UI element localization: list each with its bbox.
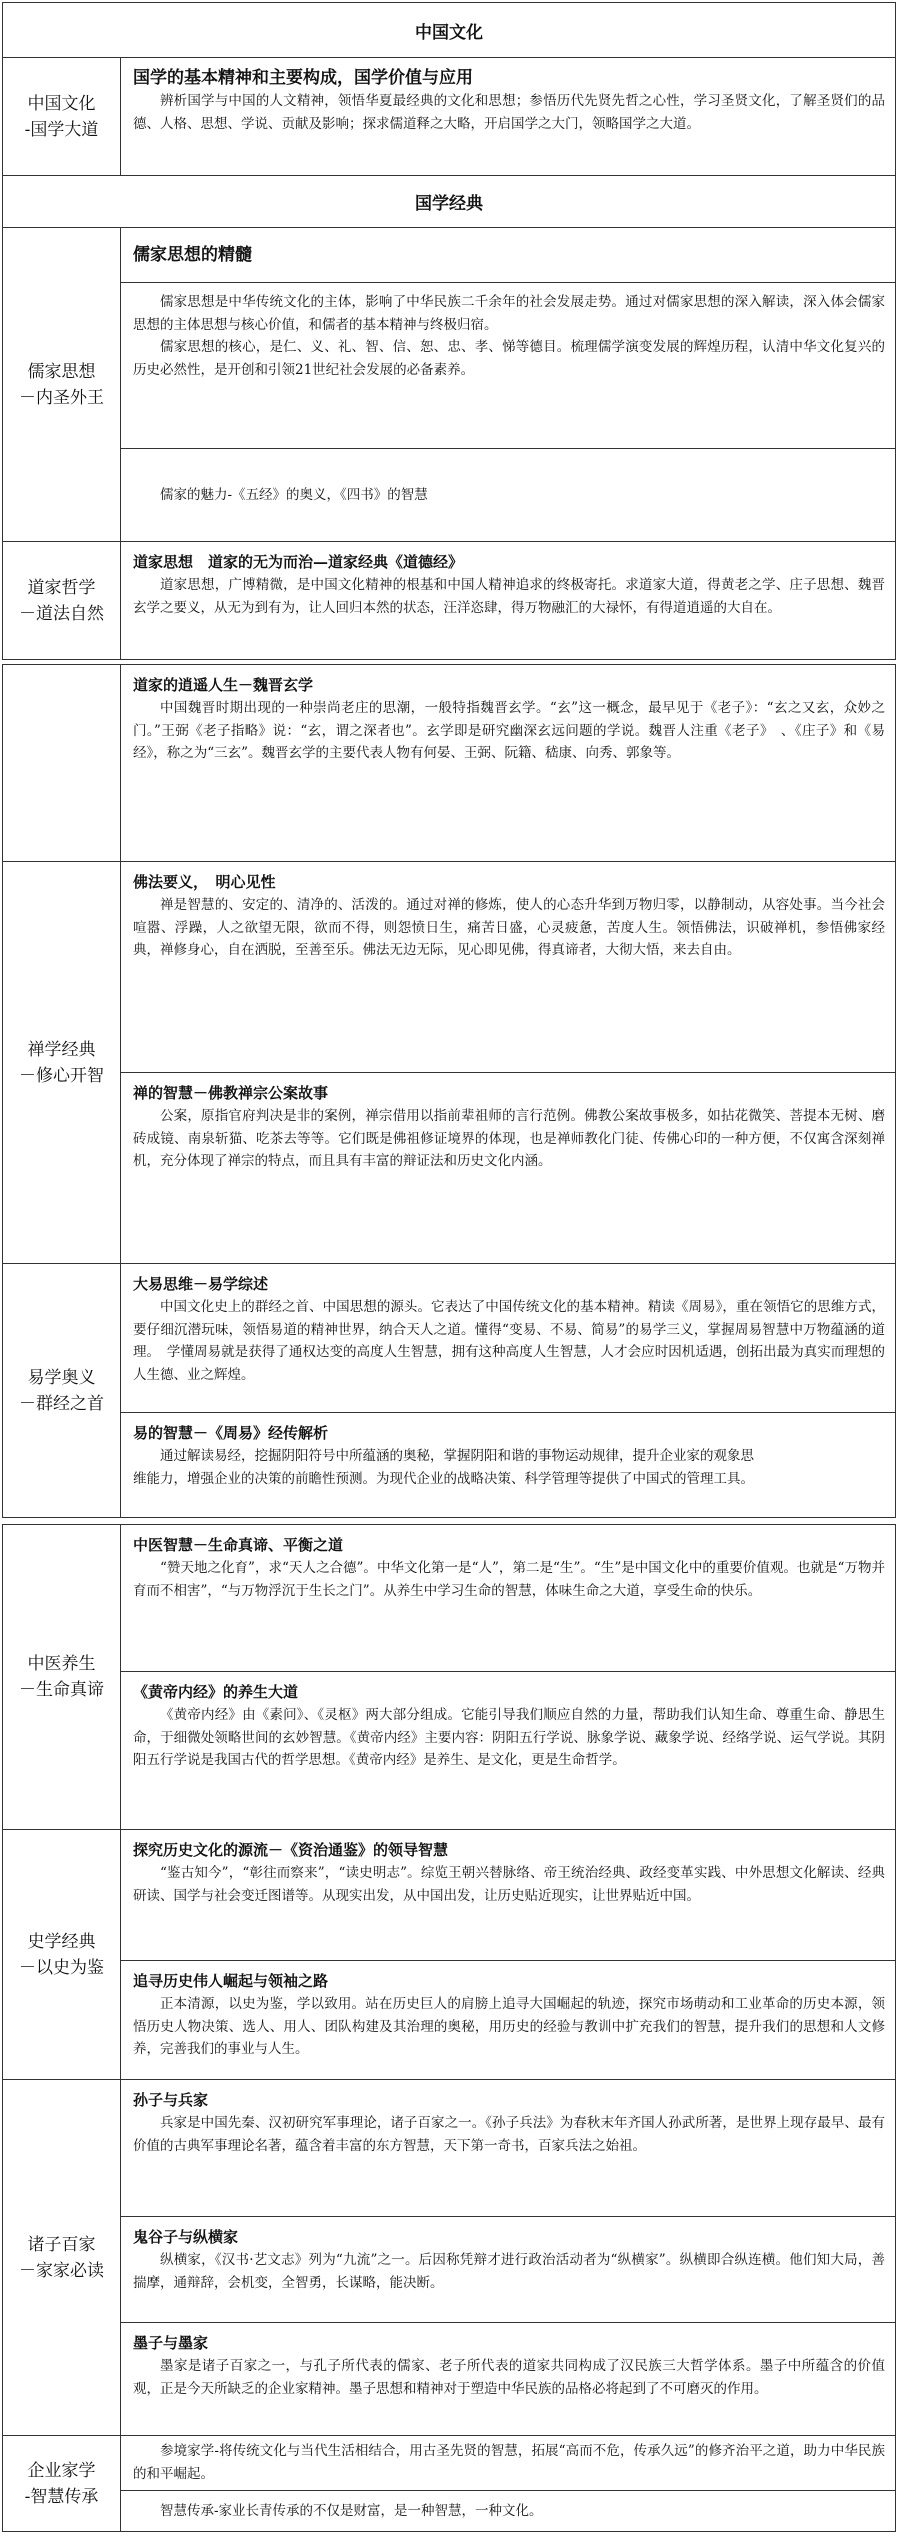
block-title: 国学的基本精神和主要构成，国学价值与应用 — [133, 68, 473, 88]
block-text: 道家思想，广博精微，是中国文化精神的根基和中国人精神追求的终极寄托。求道家大道，得黄老之学、庄子思想、魏晋玄学之要义，从无为到有为，让人回归本然的状态，汪洋恣肆，得万物融汇的大禄怀，有得道逍遥的大自在。 — [133, 577, 885, 616]
block-title: 道家的逍遥人生－魏晋玄学 — [133, 676, 314, 694]
content-block — [121, 228, 895, 282]
block-text: “鉴古知今”，“彰往而察来”，“读史明志”。综览王朝兴替脉络、帝王统治经典、政经变革实践、中外思想文化解读、经典研读、国学与社会变迁图谱等。从现实出发，从中国出发，让历史贴近现实，让世界贴近中国。 — [133, 1865, 885, 1904]
content-block — [121, 665, 895, 773]
content-xuanxue — [121, 665, 895, 861]
block-text: 公案，原指官府判决是非的案例，禅宗借用以指前辈祖师的言行范例。佛教公案故事极多，如拈花微笑、菩提本无树、磨砖成镜、南泉斩猫、吃茶去等等。它们既是佛祖修证境界的体现，也是禅师教化门徒、传佛心印的一种方便，不仅寓含深刻禅机，充分体现了禅宗的特点，而且具有丰富的辩证法和历史文化内涵。 — [133, 1108, 885, 1169]
content-block — [121, 1412, 895, 1517]
table-part-3 — [2, 1524, 896, 2532]
category-qiyejia: 企业家学 -智慧传承 — [3, 2436, 121, 2531]
row-shixue — [3, 1829, 895, 2079]
block-text: 智慧传承-家业长青传承的不仅是财富，是一种智慧，一种文化。 — [160, 2502, 543, 2519]
content-block — [121, 1072, 895, 1263]
block-text: 禅是智慧的、安定的、清净的、活泼的。通过对禅的修炼，使人的心态升华到万物归零，以静制动，从容处事。当今社会喧嚣、浮躁，人之欲望无限，欲而不得，则怨愤日生，痛苦日盛，心灵疲惫，苦度人生。领悟佛法，识破禅机，参悟佛家经典，禅修身心，自在洒脱，至善至乐。佛法无边无际，见心即见佛，得真谛者，大彻大悟，来去自由。 — [133, 897, 885, 958]
category-zhuzi: 诸子百家 －家家必读 — [3, 2080, 121, 2435]
section-header-text: 中国文化 — [415, 22, 483, 43]
table-part-1 — [2, 2, 896, 660]
content-block — [121, 2322, 895, 2435]
content-shixue — [121, 1830, 895, 2079]
row-daojia — [3, 541, 895, 659]
block-title: 中医智慧－生命真谛、平衡之道 — [133, 1536, 344, 1554]
table-part-2 — [2, 664, 896, 1518]
content-block — [121, 1830, 895, 1960]
category-rujia: 儒家思想 －内圣外王 — [3, 228, 121, 541]
block-title: 大易思维－易学综述 — [133, 1275, 269, 1293]
block-title: 追寻历史伟人崛起与领袖之路 — [133, 1972, 329, 1990]
block-text: 辨析国学与中国的人文精神，领悟华夏最经典的文化和思想；参悟历代先贤先哲之心性，学习圣贤文化，了解圣贤们的品德、人格、思想、学说、贡献及影响；探求儒道释之大略，开启国学之大门，领略国学之大道。 — [133, 93, 885, 132]
section-header-text: 国学经典 — [415, 194, 483, 214]
block-text: 兵家是中国先秦、汉初研究军事理论，诸子百家之一。《孙子兵法》为春秋末年齐国人孙武所著，是世界上现存最早、最有价值的古典军事理论名著，蕴含着丰富的东方智慧，天下第一奇书，百家兵法之始祖。 — [133, 2115, 885, 2154]
content-daojia — [121, 542, 895, 659]
content-block — [121, 282, 895, 448]
category-shixue: 史学经典 －以史为鉴 — [3, 1830, 121, 2079]
content-block — [121, 58, 895, 143]
block-title: 佛法要义， 明心见性 — [133, 873, 276, 891]
content-chanxue — [121, 862, 895, 1263]
content-zhongyi — [121, 1525, 895, 1829]
row-rujia — [3, 227, 895, 541]
content-yixue — [121, 1264, 895, 1517]
category-guoxue-dadao: 中国文化 -国学大道 — [3, 58, 121, 175]
section-header-guoxue-jingdian — [3, 175, 895, 227]
block-title: 儒家思想的精髓 — [133, 245, 252, 265]
content-block — [121, 1264, 895, 1412]
content-zhuzi — [121, 2080, 895, 2435]
block-title: 禅的智慧－佛教禅宗公案故事 — [133, 1084, 329, 1102]
content-block — [121, 1671, 895, 1829]
category-daojia: 道家哲学 －道法自然 — [3, 542, 121, 659]
content-block — [121, 542, 895, 627]
category-empty — [3, 665, 121, 861]
block-text: 纵横家，《汉书·艺文志》列为“九流”之一。后因称凭辩才进行政治活动者为“纵横家”。纵横即合纵连横。他们知大局，善揣摩，通辩辞，会机变，全智勇，长谋略，能决断。 — [133, 2252, 885, 2291]
block-text: 《黄帝内经》由《素问》、《灵枢》两大部分组成。它能引导我们顺应自然的力量，帮助我们认知生命、尊重生命、静思生命，于细微处领略世间的玄妙智慧。《黄帝内经》主要内容：阴阳五行学说、脉象学说、藏象学说、经络学说、运气学说。其阴阳五行学说是我国古代的哲学思想。《黄帝内经》是养生、是文化，更是生命哲学。 — [133, 1707, 885, 1768]
block-text: 参境家学-将传统文化与当代生活相结合，用古圣先贤的智慧，拓展“高而不危，传承久远”的修齐治平之道，助力中华民族的和平崛起。 — [133, 2443, 885, 2482]
row-guoxue-dadao — [3, 57, 895, 175]
content-block — [121, 2490, 895, 2531]
block-text: 儒家思想的核心，是仁、义、礼、智、信、恕、忠、孝、悌等德目。梳理儒学演变发展的辉煌历程，认清中华文化复兴的历史必然性，是开创和引领21世纪社会发展的必备素养。 — [133, 339, 885, 378]
content-rujia — [121, 228, 895, 541]
section-header-chinese-culture — [3, 3, 895, 57]
content-guoxue-dadao — [121, 58, 895, 175]
block-title: 鬼谷子与纵横家 — [133, 2228, 239, 2246]
block-text: 墨家是诸子百家之一，与孔子所代表的儒家、老子所代表的道家共同构成了汉民族三大哲学体系。墨子中所蕴含的价值观，正是今天所缺乏的企业家精神。墨子思想和精神对于塑造中华民族的品格必将起到了不可磨灭的作用。 — [133, 2358, 885, 2397]
row-chanxue — [3, 861, 895, 1263]
content-block — [121, 2436, 895, 2490]
block-text: 正本清源，以史为鉴，学以致用。站在历史巨人的肩膀上追寻大国崛起的轨迹，探究市场萌动和工业革命的历史本源，领悟历史人物决策、选人、用人、团队构建及其治理的奥秘，用历史的经验与教训中扩充我们的智慧，提升我们的思想和人文修养，完善我们的事业与人生。 — [133, 1996, 885, 2057]
row-yixue — [3, 1263, 895, 1517]
row-qiyejia — [3, 2435, 895, 2531]
row-zhuzi — [3, 2079, 895, 2435]
row-zhongyi — [3, 1525, 895, 1829]
row-xuanxue — [3, 665, 895, 861]
category-yixue: 易学奥义 －群经之首 — [3, 1264, 121, 1517]
block-text: 维能力，增强企业的决策的前瞻性预测。为现代企业的战略决策、科学管理等提供了中国式的管理工具。 — [133, 1470, 754, 1487]
block-title: 《黄帝内经》的养生大道 — [133, 1683, 299, 1701]
content-qiyejia — [121, 2436, 895, 2531]
block-title: 墨子与墨家 — [133, 2334, 209, 2352]
content-block — [121, 2216, 895, 2322]
content-block — [121, 862, 895, 1072]
block-text: 儒家思想是中华传统文化的主体，影响了中华民族二千余年的社会发展走势。通过对儒家思想的深入解读，深入体会儒家思想的主体思想与核心价值，和儒者的基本精神与终极归宿。 — [133, 294, 885, 333]
block-title: 孙子与兵家 — [133, 2091, 209, 2109]
block-text: 中国文化史上的群经之首、中国思想的源头。它表达了中国传统文化的基本精神。精读《周易》，重在领悟它的思维方式，要仔细沉潜玩味，领悟易道的精神世界，纳合天人之道。懂得“变易、不易、简易”的易学三义，掌握周易智慧中万物蕴涵的道理。 学懂周易就是获得了通权达变的高度人生智慧，拥有这种高度人生智慧，人才会应时因机适遇，创拓出最为真实而理想的人生德、业之辉煌。 — [133, 1299, 885, 1383]
block-text: “赞天地之化育”，求“天人之合德”。中华文化第一是“人”，第二是“生”。“生”是中国文化中的重要价值观。也就是“万物并育而不相害”，“与万物浮沉于生长之门”。从养生中学习生命的智慧，体味生命之大道，享受生命的快乐。 — [133, 1560, 885, 1599]
block-text: 通过解读易经，挖掘阴阳符号中所蕴涵的奥秘，掌握阴阳和谐的事物运动规律，提升企业家的观象思 — [160, 1448, 754, 1464]
category-zhongyi: 中医养生 －生命真谛 — [3, 1525, 121, 1829]
block-title: 探究历史文化的源流－《资治通鉴》的领导智慧 — [133, 1841, 449, 1859]
block-title: 道家思想 道家的无为而治—道家经典《道德经》 — [133, 553, 464, 571]
content-block — [121, 1960, 895, 2079]
block-text: 儒家的魅力-《五经》的奥义，《四书》的智慧 — [160, 486, 428, 503]
content-block — [121, 448, 895, 541]
category-chanxue: 禅学经典 －修心开智 — [3, 862, 121, 1263]
block-text: 中国魏晋时期出现的一种崇尚老庄的思潮，一般特指魏晋玄学。“玄”这一概念，最早见于《老子》：“玄之又玄，众妙之门。”王弼《老子指略》说：“玄，谓之深者也”。玄学即是研究幽深玄远问题的学说。魏晋人注重《老子》 、《庄子》和《易经》，称之为“三玄”。魏晋玄学的主要代表人物有何晏、王弼、阮籍、嵇康、向秀、郭象等。 — [133, 700, 885, 761]
content-block — [121, 1525, 895, 1671]
block-title: 易的智慧－《周易》经传解析 — [133, 1424, 329, 1442]
content-block — [121, 2080, 895, 2216]
